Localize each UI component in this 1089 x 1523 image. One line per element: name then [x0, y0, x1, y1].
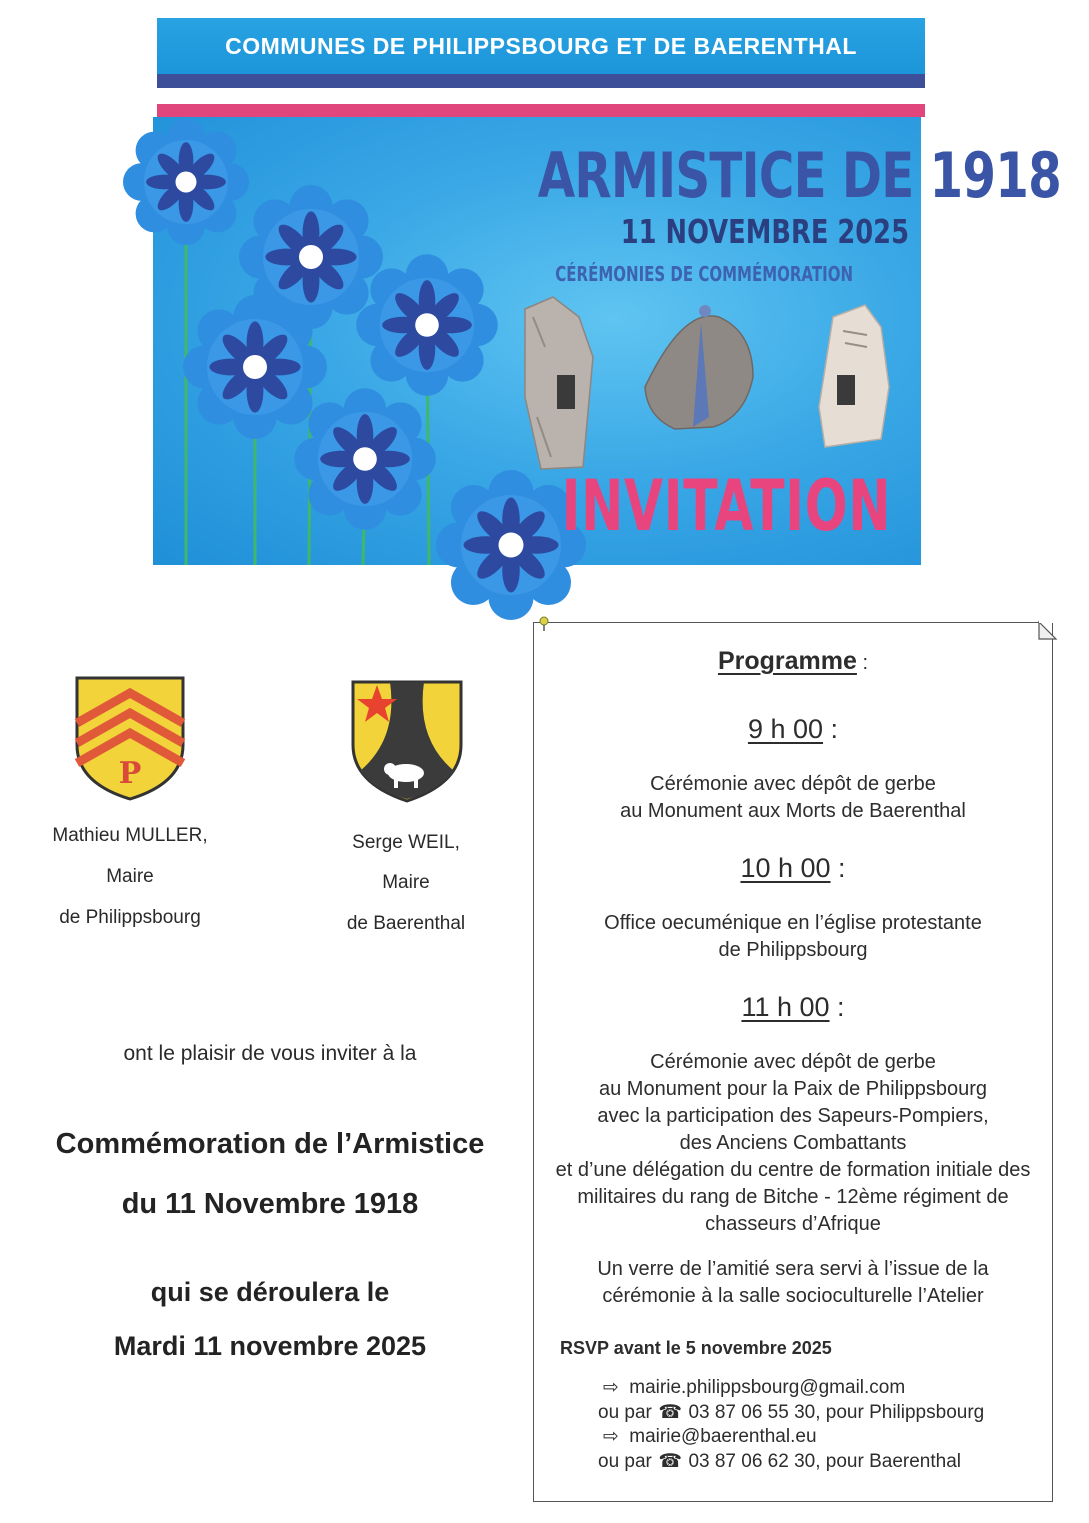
poster-title: ARMISTICE DE 1918: [537, 139, 1062, 212]
cornflower-icon: [123, 119, 249, 245]
description-line: chasseurs d’Afrique: [705, 1213, 881, 1235]
programme-description: [533, 910, 1053, 964]
stripe-white: [157, 88, 925, 104]
closing-line: cérémonie à la salle socioculturelle l’Atelier: [602, 1285, 984, 1307]
contact-prefix: ou par: [598, 1402, 652, 1423]
description-line: Office oecuménique en l’église protestante: [604, 912, 982, 934]
pin-icon: [538, 616, 550, 632]
monument-rock-icon: [819, 305, 889, 447]
contact-email-baerenthal: [598, 1425, 817, 1448]
poster-subtitle: CÉRÉMONIES DE COMMÉMORATION: [555, 262, 853, 286]
invitation-poster: [153, 117, 1062, 565]
baerenthal-crest-icon: [350, 679, 464, 805]
mayor-role: Maire: [382, 872, 430, 893]
description-line: des Anciens Combattants: [679, 1132, 907, 1154]
description-line: et d’une délégation du centre de formation initiale des: [555, 1159, 1031, 1181]
mayor-commune: de Baerenthal: [346, 913, 466, 934]
contact-email-philippsbourg: [598, 1376, 905, 1399]
phone-number[interactable]: 03 87 06 62 30, pour Baerenthal: [688, 1451, 961, 1472]
closing-line: Un verre de l’amitié sera servi à l’issue de la: [597, 1258, 989, 1280]
programme-time: [533, 853, 1053, 884]
email-link[interactable]: mairie@baerenthal.eu: [629, 1426, 817, 1447]
time-label: 11 h 00: [741, 992, 830, 1022]
contact-prefix: ou par: [598, 1451, 652, 1472]
description-line: Cérémonie avec dépôt de gerbe: [650, 773, 936, 795]
cornflower-icon: [294, 388, 436, 530]
description-line: de Philippsbourg: [718, 939, 868, 961]
mayor-name: Serge WEIL,: [352, 832, 460, 853]
stripe-blue: [157, 74, 925, 88]
description-line: militaires du rang de Bitche - 12ème régiment de: [577, 1186, 1009, 1208]
description-line: Cérémonie avec dépôt de gerbe: [650, 1051, 936, 1073]
description-line: avec la participation des Sapeurs-Pompiers,: [597, 1105, 989, 1127]
programme-title-suffix: :: [856, 652, 869, 674]
description-line: au Monument pour la Paix de Philippsbourg: [598, 1078, 988, 1100]
rsvp-deadline: RSVP avant le 5 novembre 2025: [560, 1338, 832, 1358]
contact-phone-philippsbourg: [598, 1401, 984, 1424]
invitation-intro: ont le plaisir de vous inviter à la: [123, 1042, 417, 1065]
time-label: 9 h 00: [747, 714, 824, 744]
time-suffix: :: [830, 853, 846, 883]
poster-date: 11 NOVEMBRE 2025: [620, 212, 909, 251]
phone-icon: ☎: [658, 1401, 682, 1423]
event-title: Commémoration de l’Armistice: [55, 1128, 485, 1160]
programme-title-text: Programme: [717, 647, 857, 675]
monument-peace-icon: [645, 305, 753, 429]
contact-phone-baerenthal: [598, 1450, 961, 1473]
date-intro: qui se déroulera le: [150, 1277, 390, 1307]
programme-description: [533, 1049, 1053, 1238]
arrow-icon: ⇨: [603, 1376, 619, 1398]
header-title: COMMUNES DE PHILIPPSBOURG ET DE BAERENTHAL: [157, 18, 925, 74]
programme-time: [533, 992, 1053, 1023]
phone-icon: ☎: [658, 1450, 682, 1472]
time-suffix: :: [823, 714, 839, 744]
event-date-line: du 11 Novembre 1918: [121, 1188, 419, 1220]
arrow-icon: ⇨: [603, 1425, 619, 1447]
phone-number[interactable]: 03 87 06 55 30, pour Philippsbourg: [688, 1402, 985, 1423]
closing-note: [533, 1256, 1053, 1310]
time-suffix: :: [829, 992, 845, 1022]
programme-time: [533, 714, 1053, 745]
svg-text:P: P: [118, 756, 142, 791]
time-label: 10 h 00: [740, 853, 831, 883]
cornflower-icon: [183, 295, 327, 439]
mayor-commune: de Philippsbourg: [59, 907, 201, 928]
mayor-name: Mathieu MULLER,: [52, 825, 208, 846]
mayor-role: Maire: [106, 866, 154, 887]
philippsbourg-crest-icon: [74, 675, 186, 803]
programme-title: [533, 647, 1053, 676]
cornflower-icon: [356, 254, 498, 396]
email-link[interactable]: mairie.philippsbourg@gmail.com: [629, 1377, 906, 1398]
description-line: au Monument aux Morts de Baerenthal: [620, 800, 966, 822]
page-curl-icon: [1039, 621, 1057, 639]
programme-description: [533, 771, 1053, 825]
stripe-pink: [157, 104, 925, 117]
poster-invitation: INVITATION: [561, 465, 892, 547]
event-date: Mardi 11 novembre 2025: [113, 1331, 427, 1361]
monument-stele-icon: [525, 297, 593, 469]
